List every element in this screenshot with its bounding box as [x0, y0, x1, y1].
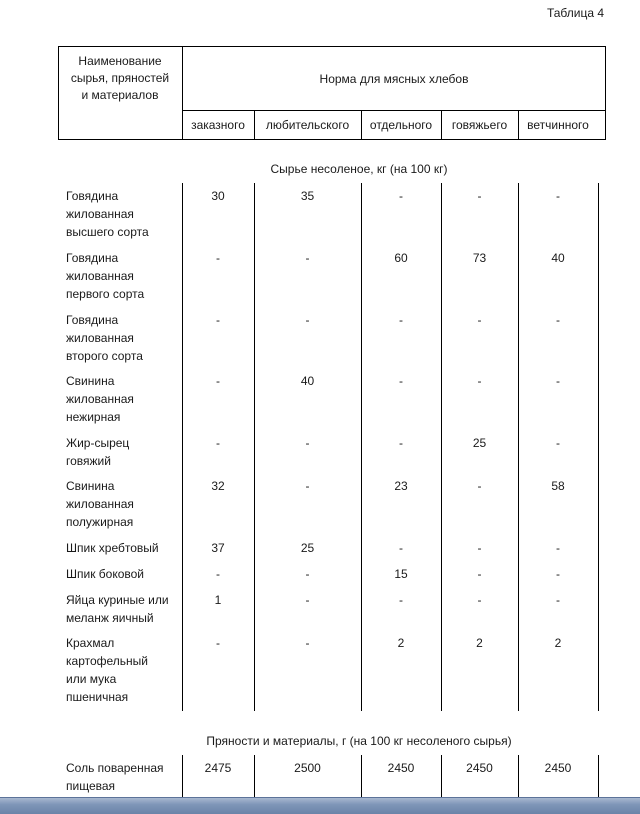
window-bottom-bar: [0, 797, 640, 814]
row-value: -: [305, 436, 310, 450]
row-value: -: [305, 479, 310, 493]
row-value: -: [477, 479, 482, 493]
header-col-lyubitelskogo: любительского: [265, 118, 350, 132]
table-caption: Таблица 4: [546, 6, 604, 20]
row-value: 30: [211, 189, 225, 203]
header-col-vetchinnogo: ветчинного: [527, 118, 589, 132]
row-name: Говядина жилованная высшего сорта: [66, 189, 149, 239]
row-value: -: [477, 313, 482, 327]
row-value: -: [399, 189, 403, 203]
row-value: 2: [397, 636, 405, 650]
row-name: Крахмал картофельный или мука пшеничная: [66, 636, 148, 704]
row-name: Свинина жилованная полужирная: [66, 479, 134, 529]
header-col-govyazhego: говяжьего: [451, 118, 508, 132]
row-value: -: [556, 593, 560, 607]
row-value: 23: [394, 479, 408, 493]
row-name: Говядина жилованная первого сорта: [66, 251, 145, 301]
row-value: -: [477, 374, 482, 388]
table-border-right: [605, 46, 606, 140]
row-value: 37: [211, 541, 225, 555]
row-name: Соль поваренная пищевая: [66, 761, 164, 793]
row-value: 25: [300, 541, 315, 555]
row-value: -: [556, 541, 560, 555]
row-value: 2450: [544, 761, 572, 775]
row-value: -: [216, 374, 220, 388]
row-value: 35: [300, 189, 315, 203]
row-value: 58: [551, 479, 565, 493]
header-col-otdelnogo: отдельного: [369, 118, 433, 132]
row-value: -: [399, 593, 403, 607]
row-value: -: [305, 251, 310, 265]
header-col-zakaznogo: заказного: [191, 118, 245, 132]
row-value: -: [305, 313, 310, 327]
row-name: Говядина жилованная второго сорта: [66, 313, 143, 363]
body-divider: [598, 755, 599, 797]
row-value: 15: [394, 567, 408, 581]
section-title: Пряности и материалы, г (на 100 кг несоленого сырья): [206, 734, 512, 748]
section-title: Сырье несоленое, кг (на 100 кг): [270, 162, 448, 176]
row-value: -: [477, 189, 482, 203]
row-value: -: [216, 636, 220, 650]
row-value: 25: [472, 436, 487, 450]
header-norm: Норма для мясных хлебов: [319, 72, 469, 86]
row-value: -: [305, 636, 310, 650]
row-name: Яйца куриные или меланж яичный: [66, 593, 169, 625]
row-value: -: [216, 251, 220, 265]
row-value: 1: [214, 593, 222, 607]
row-name: Шпик хребтовый: [66, 541, 159, 555]
header-name-cell: Наименование сырья, пряностей и материалов: [70, 54, 170, 102]
row-value: -: [305, 567, 310, 581]
row-value: 2: [554, 636, 562, 650]
row-value: 2475: [204, 761, 232, 775]
row-value: -: [399, 436, 403, 450]
row-value: -: [556, 374, 560, 388]
row-value: 2450: [466, 761, 493, 775]
body-divider: [598, 183, 599, 711]
row-value: 2500: [294, 761, 321, 775]
row-value: 2: [476, 636, 483, 650]
row-value: -: [477, 593, 482, 607]
header-norm-divider: [182, 110, 606, 111]
row-value: 60: [394, 251, 408, 265]
row-value: 73: [472, 251, 487, 265]
table-border-top: [58, 46, 606, 47]
row-name: Жир-сырец говяжий: [66, 436, 130, 468]
row-value: -: [556, 189, 560, 203]
row-value: -: [477, 541, 482, 555]
row-value: -: [305, 593, 310, 607]
row-value: 2450: [387, 761, 415, 775]
row-value: -: [216, 436, 220, 450]
row-value: -: [399, 541, 403, 555]
row-value: -: [477, 567, 482, 581]
row-value: 32: [211, 479, 225, 493]
row-value: -: [216, 313, 220, 327]
row-value: -: [399, 313, 403, 327]
row-value: -: [556, 313, 560, 327]
row-value: -: [399, 374, 403, 388]
row-name: Свинина жилованная нежирная: [66, 374, 134, 424]
row-value: -: [216, 567, 220, 581]
row-name: Шпик боковой: [66, 567, 145, 581]
header-bottom-line: [58, 139, 606, 140]
row-value: -: [556, 567, 560, 581]
row-value: -: [556, 436, 560, 450]
row-value: 40: [551, 251, 565, 265]
row-value: 40: [300, 374, 315, 388]
